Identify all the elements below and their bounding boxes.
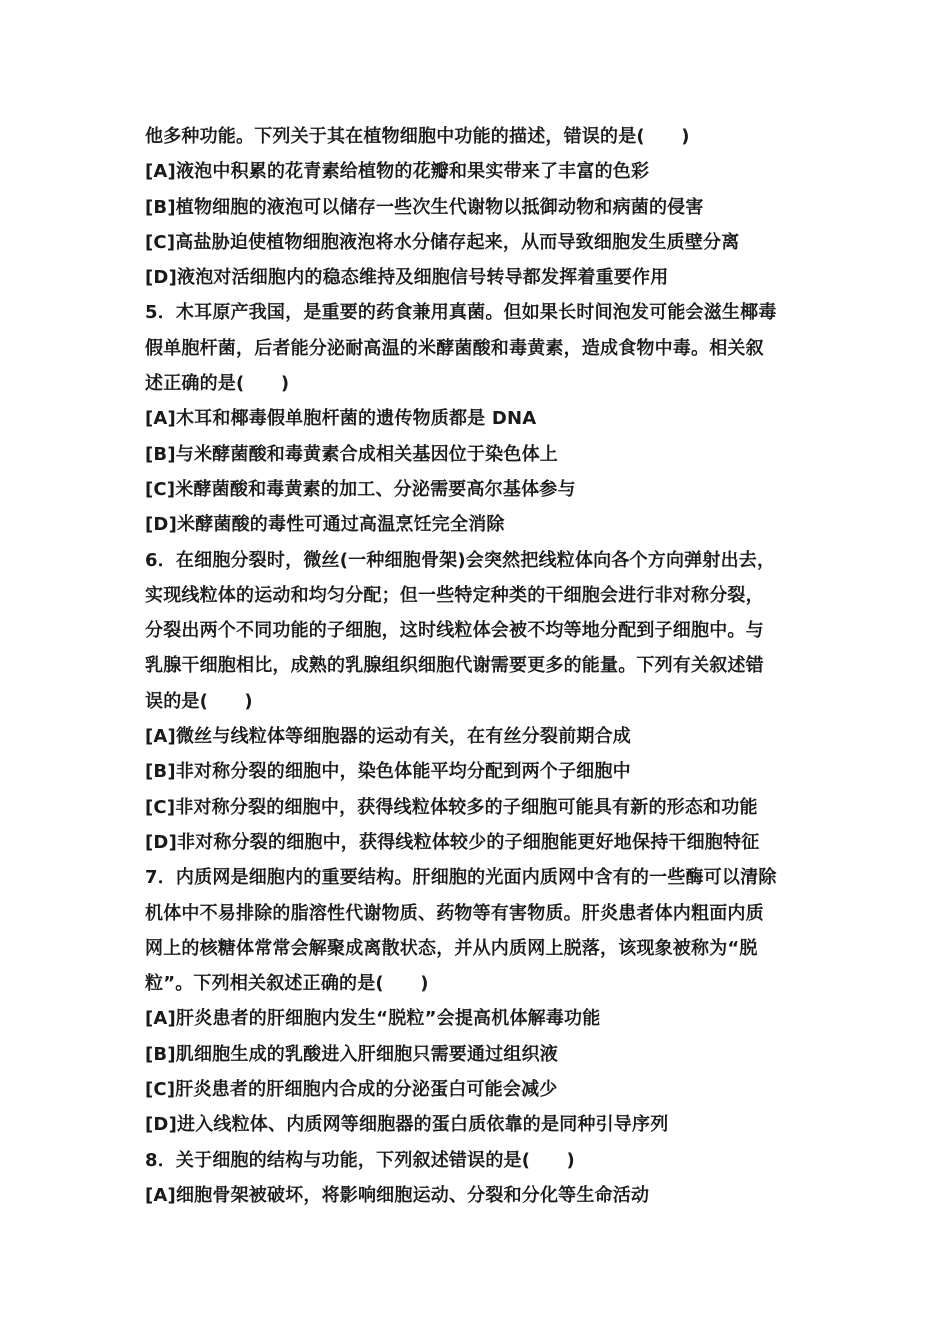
- option-line: [145, 472, 813, 507]
- option-line: [145, 507, 813, 542]
- line-text: 他多种功能。下列关于其在植物细胞中功能的描述，错误的是( ): [145, 126, 690, 147]
- question-text-line: [145, 648, 813, 683]
- line-text: 网上的核糖体常常会解聚成离散状态，并从内质网上脱落，该现象被称为“脱: [145, 937, 758, 959]
- question-text-line: [145, 860, 813, 895]
- line-text: 分裂出两个不同功能的子细胞，这时线粒体会被不均等地分配到子细胞中。与: [145, 620, 764, 642]
- question-text-line: [145, 1143, 813, 1178]
- line-text: 米酵菌酸和毒黄素的加工、分泌需要高尔基体参与: [175, 478, 576, 500]
- option-key: [A]: [145, 408, 176, 430]
- option-key: [B]: [145, 761, 176, 783]
- line-text: 非对称分裂的细胞中，染色体能平均分配到两个子细胞中: [175, 761, 631, 783]
- line-text: 米酵菌酸的毒性可通过高温烹饪完全消除: [177, 514, 505, 536]
- option-key: [D]: [145, 267, 177, 289]
- line-text: 非对称分裂的细胞中，获得线粒体较多的子细胞可能具有新的形态和功能: [175, 796, 758, 818]
- question-text-line: [145, 931, 813, 966]
- line-text: 细胞骨架被破坏，将影响细胞运动、分裂和分化等生命活动: [175, 1184, 650, 1206]
- question-text-line: [145, 295, 813, 330]
- line-text: 进入线粒体、内质网等细胞器的蛋白质依靠的是同种引导序列: [177, 1114, 669, 1136]
- option-key: [A]: [145, 726, 176, 748]
- option-key: [B]: [145, 196, 176, 218]
- question-text-line: [145, 896, 813, 931]
- line-text: 非对称分裂的细胞中，获得线粒体较少的子细胞能更好地保持干细胞特征: [177, 831, 760, 853]
- line-text: 液泡对活细胞内的稳态维持及细胞信号转导都发挥着重要作用: [177, 267, 669, 289]
- option-line: [145, 825, 813, 860]
- question-text-line: [145, 966, 813, 1001]
- line-text: 机体中不易排除的脂溶性代谢物质、药物等有害物质。肝炎患者体内粗面内质: [145, 902, 764, 924]
- question-text-line: [145, 331, 813, 366]
- option-key: [C]: [145, 1079, 176, 1101]
- question-text-line: [145, 613, 813, 648]
- option-line: [145, 719, 813, 754]
- option-key: [A]: [145, 161, 176, 183]
- line-text: 木耳和椰毒假单胞杆菌的遗传物质都是 DNA: [175, 408, 537, 430]
- question-text-line: [145, 119, 813, 154]
- line-text: 液泡中积累的花青素给植物的花瓣和果实带来了丰富的色彩: [175, 161, 650, 183]
- line-text: 乳腺干细胞相比，成熟的乳腺组织细胞代谢需要更多的能量。下列有关叙述错: [145, 655, 764, 677]
- line-text: 微丝与线粒体等细胞器的运动有关，在有丝分裂前期合成: [175, 726, 631, 748]
- option-key: [B]: [145, 443, 176, 465]
- option-key: [D]: [145, 514, 177, 536]
- line-text: 假单胞杆菌，后者能分泌耐高温的米酵菌酸和毒黄素，造成食物中毒。相关叙: [145, 337, 764, 359]
- option-key: [D]: [145, 831, 177, 853]
- option-line: [145, 1072, 813, 1107]
- option-key: [A]: [145, 1008, 176, 1030]
- option-key: [B]: [145, 1043, 176, 1065]
- line-text: 6．在细胞分裂时，微丝(一种细胞骨架)会突然把线粒体向各个方向弹射出去，: [145, 549, 776, 571]
- question-text-line: [145, 684, 813, 719]
- option-line: [145, 401, 813, 436]
- option-line: [145, 1107, 813, 1142]
- line-text: 实现线粒体的运动和均匀分配；但一些特定种类的干细胞会进行非对称分裂，: [145, 584, 764, 606]
- line-text: 粒”。下列相关叙述正确的是( ): [145, 973, 429, 995]
- question-text-line: [145, 366, 813, 401]
- option-line: [145, 1037, 813, 1072]
- line-text: 与米酵菌酸和毒黄素合成相关基因位于染色体上: [175, 443, 558, 465]
- option-line: [145, 154, 813, 189]
- question-text-line: [145, 578, 813, 613]
- option-line: [145, 437, 813, 472]
- option-key: [D]: [145, 1114, 177, 1136]
- document-page: [145, 119, 813, 1213]
- line-text: 7．内质网是细胞内的重要结构。肝细胞的光面内质网中含有的一些酶可以清除: [145, 867, 777, 889]
- option-line: [145, 190, 813, 225]
- option-line: [145, 225, 813, 260]
- option-key: [C]: [145, 796, 176, 818]
- option-line: [145, 1178, 813, 1213]
- line-text: 肝炎患者的肝细胞内合成的分泌蛋白可能会减少: [175, 1079, 558, 1101]
- option-key: [A]: [145, 1184, 176, 1206]
- option-line: [145, 1001, 813, 1036]
- line-text: 误的是( ): [145, 690, 253, 712]
- line-text: 肝炎患者的肝细胞内发生“脱粒”会提高机体解毒功能: [175, 1008, 601, 1030]
- line-text: 8．关于细胞的结构与功能，下列叙述错误的是( ): [145, 1149, 575, 1171]
- option-line: [145, 790, 813, 825]
- line-text: 5．木耳原产我国，是重要的药食兼用真菌。但如果长时间泡发可能会滋生椰毒: [145, 302, 777, 324]
- line-text: 述正确的是( ): [145, 373, 290, 395]
- option-line: [145, 260, 813, 295]
- option-key: [C]: [145, 231, 176, 253]
- option-key: [C]: [145, 478, 176, 500]
- line-text: 肌细胞生成的乳酸进入肝细胞只需要通过组织液: [175, 1043, 558, 1065]
- line-text: 植物细胞的液泡可以储存一些次生代谢物以抵御动物和病菌的侵害: [175, 196, 704, 218]
- question-text-line: [145, 543, 813, 578]
- line-text: 高盐胁迫使植物细胞液泡将水分储存起来，从而导致细胞发生质壁分离: [175, 231, 740, 253]
- option-line: [145, 754, 813, 789]
